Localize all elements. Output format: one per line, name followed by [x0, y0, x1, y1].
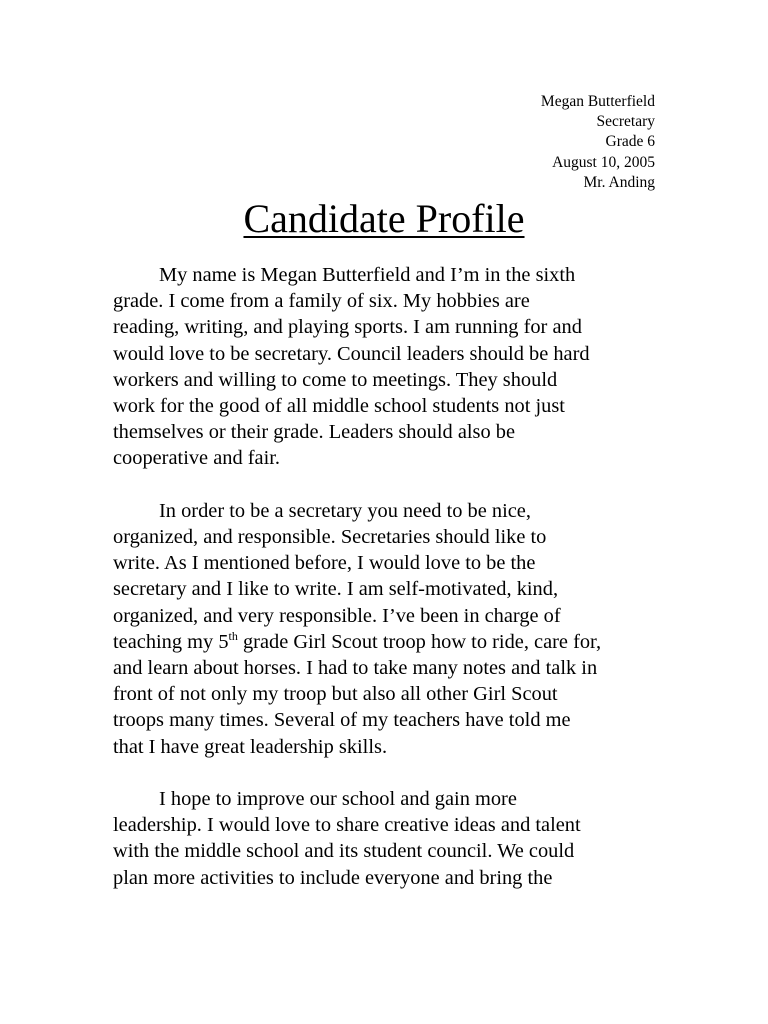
text-line: write. As I mentioned before, I would love to be the: [113, 552, 536, 575]
text-line: themselves or their grade. Leaders should also be: [113, 421, 516, 444]
text-line: organized, and responsible. Secretaries should like to: [113, 526, 547, 549]
header-position: Secretary: [596, 113, 655, 131]
text-line: workers and willing to come to meetings. They should: [113, 368, 558, 391]
text-line: In order to be a secretary you need to be nice,: [159, 499, 531, 522]
text-line: My name is Megan Butterfield and I’m in the sixth: [159, 264, 576, 286]
paragraph-2: [113, 498, 661, 760]
text-line: organized, and very responsible. I’ve been in charge of: [113, 604, 561, 627]
text-line: cooperative and fair.: [113, 447, 281, 470]
text-line: secretary and I like to write. I am self-motivated, kind,: [113, 578, 559, 601]
page-title: Candidate Profile: [243, 196, 525, 241]
text-line: that I have great leadership skills.: [113, 735, 388, 758]
text-line: would love to be secretary. Council leaders should be hard: [113, 342, 590, 365]
text-line: I hope to improve our school and gain more: [159, 788, 517, 811]
header-grade: Grade 6: [605, 133, 655, 151]
body-text: [113, 262, 661, 917]
paragraph-1: [113, 262, 661, 472]
text-line: work for the good of all middle school students not just: [113, 395, 565, 418]
paragraph-3: [113, 786, 661, 891]
header-block: [541, 92, 655, 193]
text-line: troops many times. Several of my teachers have told me: [113, 709, 571, 732]
text-line: and learn about horses. I had to take many notes and talk in: [113, 657, 598, 680]
text-line: teaching my 5th grade Girl Scout troop how to ride, care for,: [113, 629, 602, 653]
text-line: leadership. I would love to share creative ideas and talent: [113, 814, 581, 837]
header-name: Megan Butterfield: [540, 93, 655, 110]
text-line: reading, writing, and playing sports. I am running for and: [113, 316, 582, 339]
text-line: plan more activities to include everyone and bring the: [113, 866, 553, 889]
text-line: grade. I come from a family of six. My hobbies are: [113, 290, 530, 313]
header-date: August 10, 2005: [552, 153, 655, 171]
text-line: with the middle school and its student council. We could: [113, 840, 575, 863]
text-line: front of not only my troop but also all other Girl Scout: [113, 683, 558, 706]
header-teacher: Mr. Anding: [583, 173, 655, 191]
ordinal-superscript: th: [228, 629, 238, 644]
